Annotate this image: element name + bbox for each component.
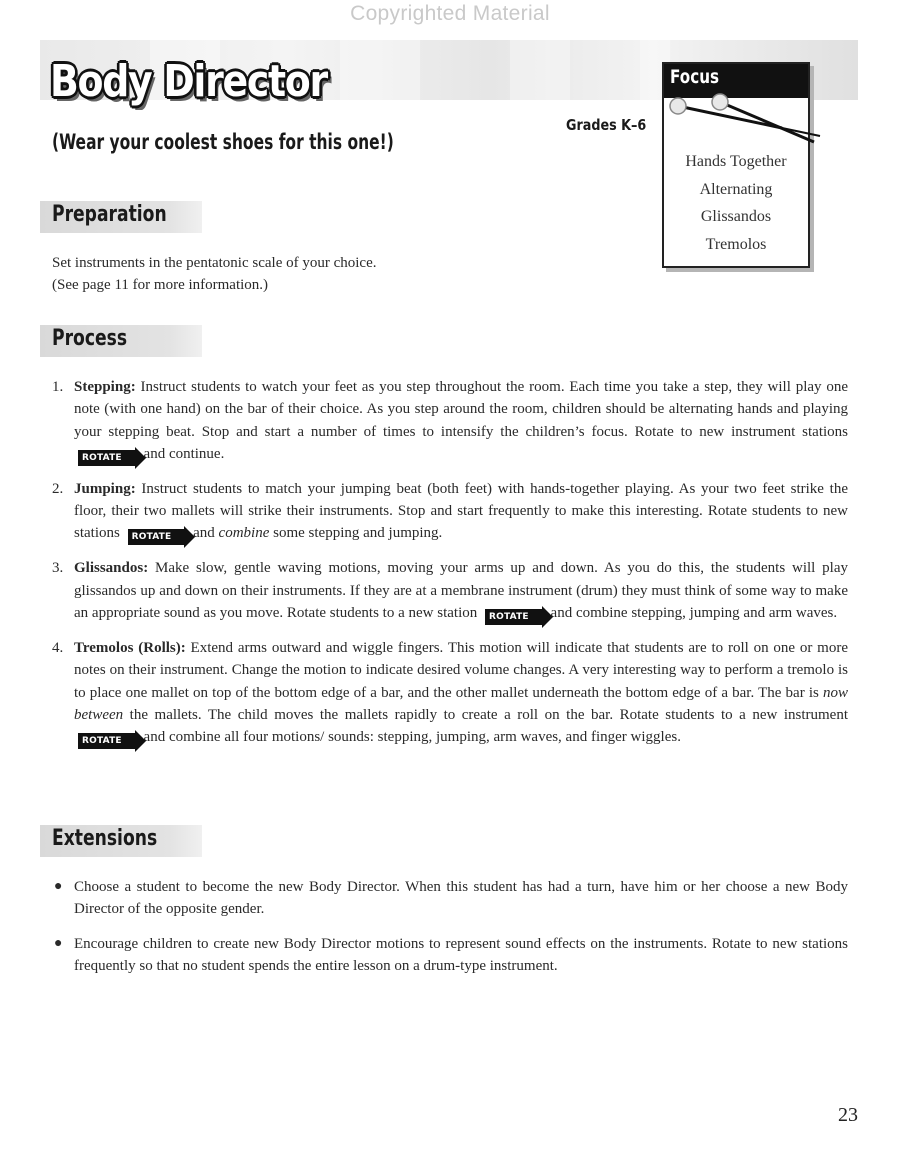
extension-item: ● Encourage children to create new Body Director motions to represent sound effects on the instruments. Rotate to new stations frequently so that no student spends the entire lesson on a drum-type instrument. bbox=[52, 933, 848, 978]
step-term: Tremolos (Rolls): bbox=[74, 640, 186, 657]
process-heading: Process bbox=[52, 326, 128, 351]
rotate-arrow-icon: ROTATE bbox=[78, 733, 136, 749]
step-number: 1. bbox=[52, 379, 64, 395]
grades-label: Grades K–6 bbox=[566, 116, 647, 134]
extension-item: ● Choose a student to become the new Body Director. When this student has had a turn, have him or her choose a new Body Director of the opposite gender. bbox=[52, 876, 848, 921]
process-step: 3. Glissandos: Make slow, gentle waving motions, moving your arms up and down. As you do this, the students will play glissandos up and down on their instruments. If they are at a membrane instrument (drum) they must think of some way to make an appropriate sound as you move. Rotate students to a new station ROTATE and combine stepping, jumping and arm waves. bbox=[52, 557, 848, 625]
process-step: 1. Stepping: Instruct students to watch your feet as you step throughout the room. Each time you take a step, they will play one note (with one hand) on the bar of their choice. As you step around the room, children should be alternating hands and playing your stepping beat. Stop and start a number of times to intensify the children’s focus. Rotate to new instrument stations ROTATE and continue. bbox=[52, 376, 848, 466]
bullet-icon: ● bbox=[54, 879, 63, 894]
section-process bbox=[40, 325, 202, 357]
focus-item: Hands Together bbox=[685, 153, 787, 170]
preparation-line: (See page 11 for more information.) bbox=[52, 277, 269, 293]
focus-list bbox=[664, 148, 808, 258]
copyright-watermark: Copyrighted Material bbox=[350, 2, 550, 25]
mallets-icon bbox=[664, 90, 829, 150]
rotate-arrow-icon: ROTATE bbox=[485, 609, 543, 625]
rotate-arrow-icon: ROTATE bbox=[128, 529, 186, 545]
preparation-line: Set instruments in the pentatonic scale of your choice. bbox=[52, 255, 377, 271]
process-list bbox=[52, 376, 848, 761]
step-number: 2. bbox=[52, 480, 64, 497]
focus-heading: Focus bbox=[664, 64, 808, 98]
preparation-heading: Preparation bbox=[52, 202, 167, 227]
page-title: Body Director bbox=[50, 56, 327, 107]
page-number: 23 bbox=[838, 1104, 858, 1126]
step-term: Stepping: bbox=[74, 379, 136, 395]
process-step: 4. Tremolos (Rolls): Extend arms outward and wiggle fingers. This motion will indicate that students are to roll on one or more notes on their instrument. Change the motion to indicate desired volume changes. A very interesting way to perform a tremolo is to place one mallet on top of the bottom edge of a bar, and the other mallet underneath the bottom edge of a bar. The bar is now between the mallets. The child moves the mallets rapidly to create a roll on the bar. Rotate students to a new instrument ROTATE and combine all four motions/ sounds: stepping, jumping, arm waves, and finger wiggles. bbox=[52, 637, 848, 749]
page-subtitle: (Wear your coolest shoes for this one!) bbox=[52, 130, 394, 154]
rotate-arrow-icon: ROTATE bbox=[78, 450, 136, 466]
step-term: Glissandos: bbox=[74, 560, 149, 577]
step-number: 4. bbox=[52, 640, 64, 657]
bullet-icon: ● bbox=[54, 935, 63, 951]
extensions-list bbox=[52, 876, 848, 989]
focus-item: Glissandos bbox=[700, 208, 772, 225]
section-extensions bbox=[40, 825, 202, 857]
preparation-text bbox=[52, 252, 377, 296]
step-number: 3. bbox=[52, 560, 64, 577]
focus-item: Tremolos bbox=[705, 235, 767, 253]
process-step: 2. Jumping: Instruct students to match your jumping beat (both feet) with hands-together playing. As your two feet strike the floor, their two mallets will strike their instruments. Stop and start frequently to make this interesting. Rotate students to new stations ROTATE and combine some stepping and jumping. bbox=[52, 478, 848, 546]
extensions-heading: Extensions bbox=[52, 826, 158, 851]
step-term: Jumping: bbox=[74, 480, 136, 497]
focus-item: Alternating bbox=[699, 180, 773, 198]
section-preparation bbox=[40, 201, 202, 233]
